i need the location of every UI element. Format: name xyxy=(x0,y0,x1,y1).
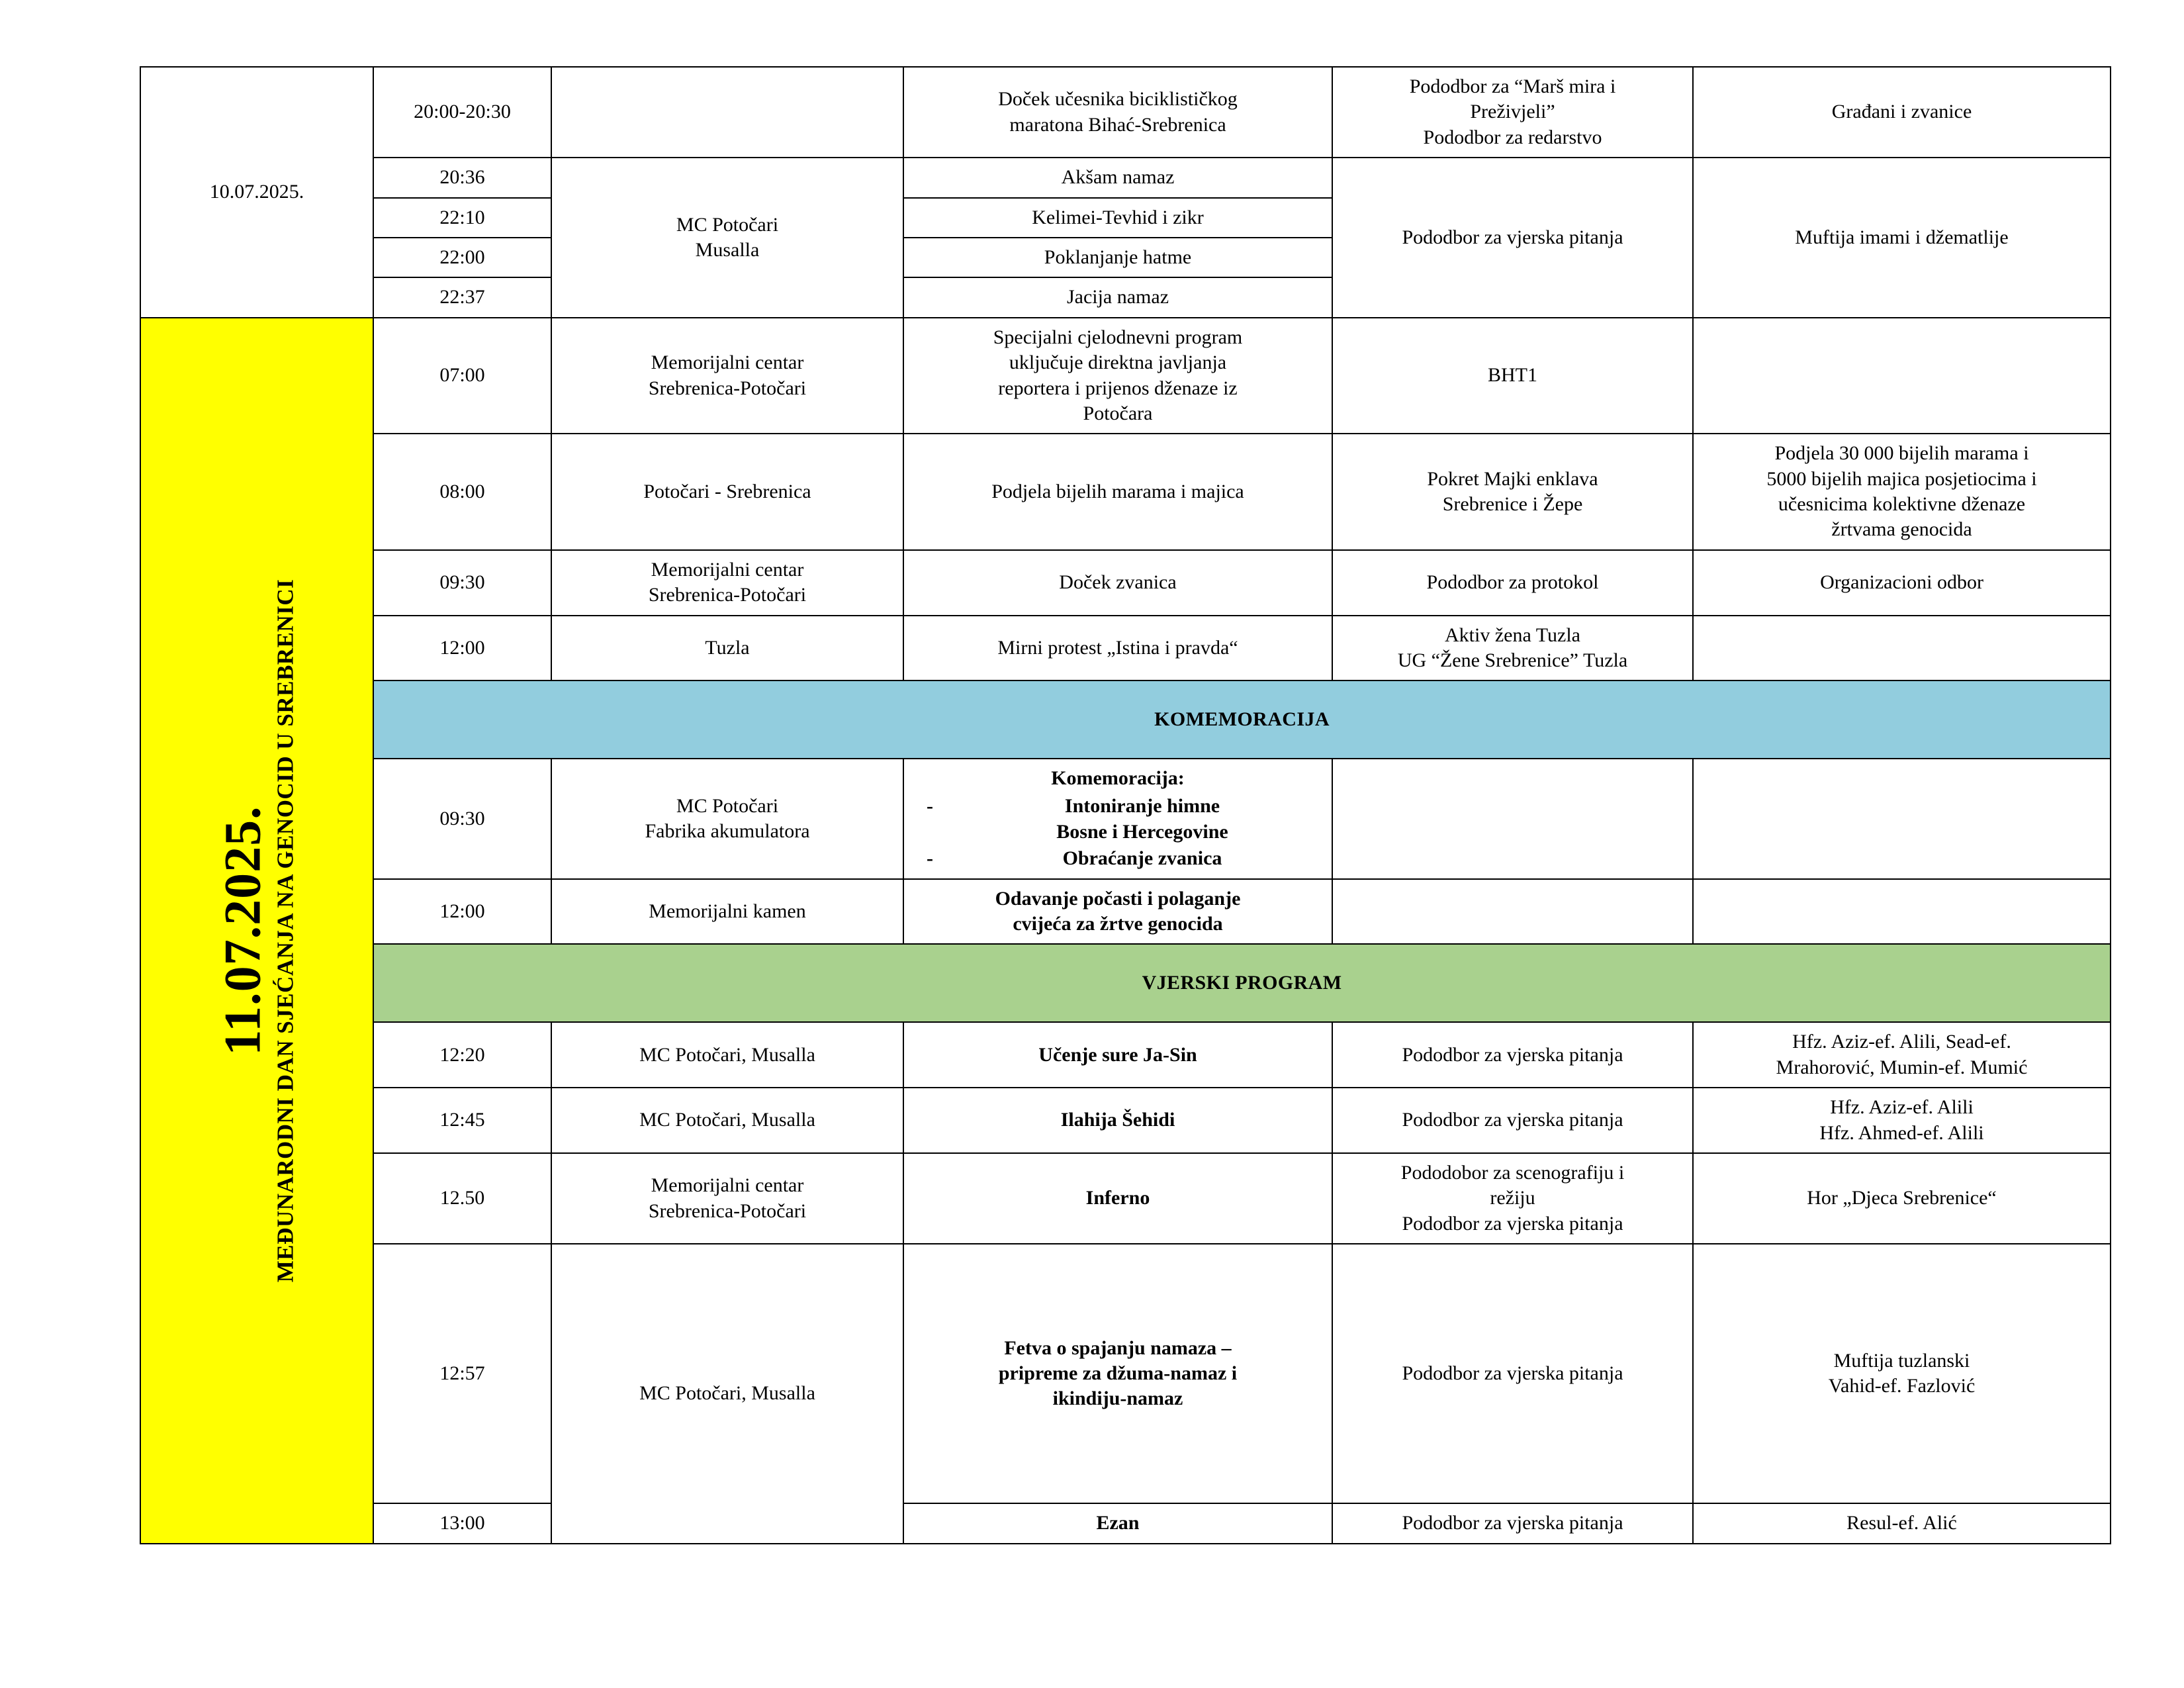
row-location xyxy=(551,158,903,318)
row-location: MC Potočari, Musalla xyxy=(551,1088,903,1153)
row-activity: Kelimei-Tevhid i zikr xyxy=(903,198,1332,238)
row-organizer: BHT1 xyxy=(1332,318,1693,434)
row-organizer xyxy=(1332,879,1693,945)
row-participants xyxy=(1693,759,2111,878)
row-location: MC Potočari, Musalla xyxy=(551,1244,903,1544)
row-participants xyxy=(1693,879,2111,945)
location-line: Fabrika akumulatora xyxy=(645,820,810,842)
table-row xyxy=(140,1022,2111,1088)
row-location xyxy=(551,318,903,434)
table-row xyxy=(140,1244,2111,1503)
participants-line: Muftija tuzlanski xyxy=(1833,1349,1970,1372)
location-line: Musalla xyxy=(695,238,760,261)
bullet-dash: - xyxy=(927,847,933,869)
vertical-date: 11.07.2025. xyxy=(213,806,271,1056)
participants-line: žrtvama genocida xyxy=(1831,518,1972,541)
organizer-line: Pododobor za scenografiju i xyxy=(1400,1161,1625,1184)
participants-line: Podjela 30 000 bijelih marama i xyxy=(1774,442,2029,465)
participants-line: Hfz. Aziz-ef. Alili xyxy=(1830,1096,1974,1119)
row-time: 12:00 xyxy=(373,616,551,681)
activity-bullet xyxy=(912,793,1324,820)
activity-line: Odavanje počasti i polaganje xyxy=(995,887,1241,910)
table-row xyxy=(140,1153,2111,1244)
row-organizer xyxy=(1332,67,1693,158)
row-activity xyxy=(903,67,1332,158)
band-vjerski-program: VJERSKI PROGRAM xyxy=(373,944,2111,1022)
row-location: MC Potočari, Musalla xyxy=(551,1022,903,1088)
row-activity: Mirni protest „Istina i pravda“ xyxy=(903,616,1332,681)
row-location: Tuzla xyxy=(551,616,903,681)
row-activity xyxy=(903,1244,1332,1503)
row-activity: Učenje sure Ja-Sin xyxy=(903,1022,1332,1088)
activity-bullet-continuation xyxy=(912,819,1324,845)
participants-line: 5000 bijelih majica posjetiocima i xyxy=(1766,467,2037,490)
participants-line: Hfz. Ahmed-ef. Alili xyxy=(1819,1121,1984,1144)
organizer-line: Pododbor za vjerska pitanja xyxy=(1402,1212,1623,1235)
bullet-text: Intoniranje himne xyxy=(1064,794,1220,817)
row-time: 12:20 xyxy=(373,1022,551,1088)
row-participants: Muftija imami i džematlije xyxy=(1693,158,2111,318)
row-participants: Građani i zvanice xyxy=(1693,67,2111,158)
row-activity: Poklanjanje hatme xyxy=(903,238,1332,277)
section-band-row xyxy=(140,680,2111,759)
row-activity xyxy=(903,318,1332,434)
table-row xyxy=(140,434,2111,550)
row-participants: Resul-ef. Alić xyxy=(1693,1503,2111,1543)
row-activity: Inferno xyxy=(903,1153,1332,1244)
activity-line: maratona Bihać-Srebrenica xyxy=(1009,113,1226,136)
row-organizer: Pododbor za protokol xyxy=(1332,550,1693,616)
location-line: MC Potočari xyxy=(676,794,779,817)
activity-line: Potočara xyxy=(1083,402,1153,424)
row-activity: Podjela bijelih marama i majica xyxy=(903,434,1332,550)
activity-line: Specijalni cjelodnevni program xyxy=(993,326,1243,348)
location-line: MC Potočari xyxy=(676,213,779,236)
row-time: 12:57 xyxy=(373,1244,551,1503)
schedule-table xyxy=(140,66,2111,1544)
table-row xyxy=(140,879,2111,945)
table-row xyxy=(140,158,2111,197)
row-time: 22:00 xyxy=(373,238,551,277)
row-time: 13:00 xyxy=(373,1503,551,1543)
table-row xyxy=(140,318,2111,434)
row-activity: Ilahija Šehidi xyxy=(903,1088,1332,1153)
row-location xyxy=(551,67,903,158)
organizer-line: Srebrenice i Žepe xyxy=(1442,493,1583,516)
organizer-line: UG “Žene Srebrenice” Tuzla xyxy=(1397,649,1628,672)
participants-line: učesnicima kolektivne dženaze xyxy=(1778,493,2026,516)
row-time: 07:00 xyxy=(373,318,551,434)
row-activity: Jacija namaz xyxy=(903,277,1332,317)
activity-line: uključuje direktna javljanja xyxy=(1009,352,1227,374)
row-participants xyxy=(1693,434,2111,550)
activity-line: Fetva o spajanju namaza – xyxy=(1004,1336,1232,1359)
row-organizer: Pododbor za vjerska pitanja xyxy=(1332,1088,1693,1153)
table-row xyxy=(140,759,2111,878)
activity-line: Doček učesnika biciklističkog xyxy=(998,88,1238,111)
organizer-line: Aktiv žena Tuzla xyxy=(1445,624,1580,646)
row-time: 20:36 xyxy=(373,158,551,197)
row-participants xyxy=(1693,1022,2111,1088)
row-time: 12:00 xyxy=(373,879,551,945)
row-organizer: Pododbor za vjerska pitanja xyxy=(1332,158,1693,318)
row-location: Potočari - Srebrenica xyxy=(551,434,903,550)
activity-title: Komemoracija: xyxy=(1051,767,1185,790)
participants-line: Mrahorović, Mumin-ef. Mumić xyxy=(1776,1056,2028,1078)
row-time: 22:37 xyxy=(373,277,551,317)
activity-line: reportera i prijenos dženaze iz xyxy=(998,377,1238,399)
day-label-10-07: 10.07.2025. xyxy=(140,67,373,318)
vertical-day-banner xyxy=(149,325,365,1536)
row-location: Memorijalni kamen xyxy=(551,879,903,945)
row-location xyxy=(551,759,903,878)
row-organizer xyxy=(1332,616,1693,681)
row-organizer: Pododbor za vjerska pitanja xyxy=(1332,1503,1693,1543)
row-participants xyxy=(1693,1088,2111,1153)
band-komemoracija: KOMEMORACIJA xyxy=(373,680,2111,759)
table-row xyxy=(140,1503,2111,1543)
day-label-11-07 xyxy=(140,318,373,1544)
row-organizer xyxy=(1332,434,1693,550)
location-line: Srebrenica-Potočari xyxy=(648,377,807,399)
row-activity: Doček zvanica xyxy=(903,550,1332,616)
row-time: 09:30 xyxy=(373,550,551,616)
participants-line: Hfz. Aziz-ef. Alili, Sead-ef. xyxy=(1792,1031,2011,1053)
row-activity xyxy=(903,759,1332,878)
location-line: Srebrenica-Potočari xyxy=(648,1199,807,1222)
row-time: 08:00 xyxy=(373,434,551,550)
row-organizer: Pododbor za vjerska pitanja xyxy=(1332,1244,1693,1503)
activity-line: cvijeća za žrtve genocida xyxy=(1013,912,1223,935)
row-organizer xyxy=(1332,759,1693,878)
row-participants xyxy=(1693,616,2111,681)
organizer-line: Pododbor za “Marš mira i xyxy=(1409,75,1616,97)
row-participants xyxy=(1693,318,2111,434)
row-time: 22:10 xyxy=(373,198,551,238)
location-line: Memorijalni centar xyxy=(651,1174,804,1197)
location-line: Memorijalni centar xyxy=(651,558,804,581)
row-location xyxy=(551,1153,903,1244)
row-activity xyxy=(903,879,1332,945)
row-time: 09:30 xyxy=(373,759,551,878)
vertical-subtitle: MEĐUNARODNI DAN SJEĆANJA NA GENOCID U SREBRENICI xyxy=(272,579,298,1282)
table-row xyxy=(140,550,2111,616)
bullet-dash: - xyxy=(927,794,933,817)
bullet-text: Obraćanje zvanica xyxy=(1062,847,1222,869)
activity-line: pripreme za džuma-namaz i xyxy=(998,1362,1238,1385)
row-time: 20:00-20:30 xyxy=(373,67,551,158)
row-time: 12.50 xyxy=(373,1153,551,1244)
row-activity: Akšam namaz xyxy=(903,158,1332,197)
row-organizer: Pododbor za vjerska pitanja xyxy=(1332,1022,1693,1088)
section-band-row xyxy=(140,944,2111,1022)
row-activity: Ezan xyxy=(903,1503,1332,1543)
organizer-line: Pododbor za redarstvo xyxy=(1423,126,1602,148)
table-row xyxy=(140,67,2111,158)
row-participants: Organizacioni odbor xyxy=(1693,550,2111,616)
row-organizer xyxy=(1332,1153,1693,1244)
activity-bullet xyxy=(912,845,1324,872)
row-time: 12:45 xyxy=(373,1088,551,1153)
participants-line: Vahid-ef. Fazlović xyxy=(1828,1375,1976,1397)
organizer-line: režiju xyxy=(1490,1187,1535,1209)
location-line: Memorijalni centar xyxy=(651,352,804,374)
table-row xyxy=(140,616,2111,681)
bullet-text: Bosne i Hercegovine xyxy=(1056,821,1228,843)
table-row xyxy=(140,1088,2111,1153)
row-location xyxy=(551,550,903,616)
row-participants xyxy=(1693,1244,2111,1503)
organizer-line: Preživjeli” xyxy=(1470,101,1555,123)
row-participants: Hor „Djeca Srebrenice“ xyxy=(1693,1153,2111,1244)
location-line: Srebrenica-Potočari xyxy=(648,584,807,606)
activity-line: ikindiju-namaz xyxy=(1052,1387,1183,1410)
organizer-line: Pokret Majki enklava xyxy=(1427,467,1598,490)
